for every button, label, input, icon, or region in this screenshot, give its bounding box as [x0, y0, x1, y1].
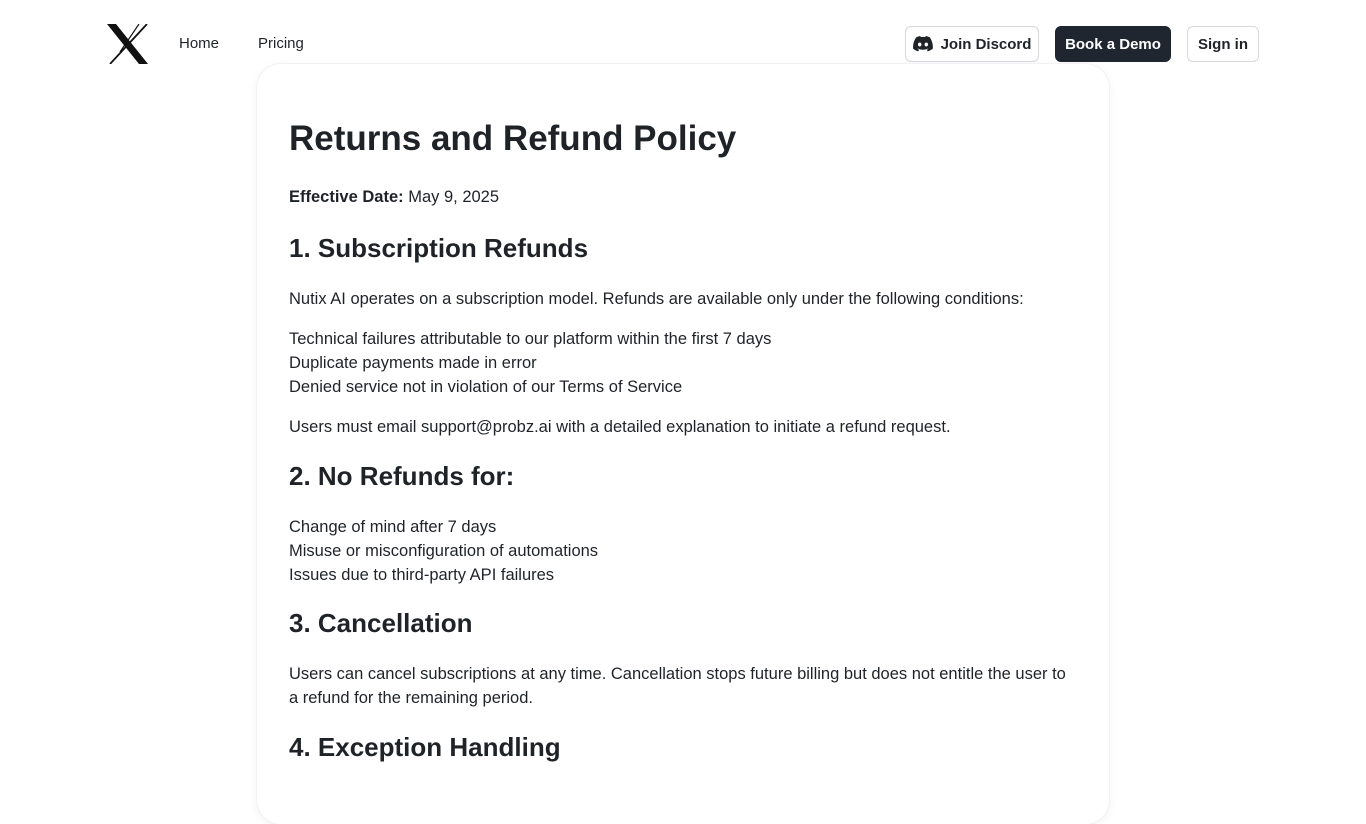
- join-discord-button[interactable]: [905, 26, 1039, 62]
- list-item: Misuse or misconfiguration of automations: [289, 542, 599, 560]
- list-item: Duplicate payments made in error: [289, 354, 537, 372]
- policy-card: [257, 64, 1109, 824]
- refund-request-instructions: Users must email support@probz.ai with a detailed explanation to initiate a refund request.: [289, 418, 951, 436]
- cancellation-text: Users can cancel subscriptions at any time. Cancellation stops future billing but does not entitle the user to a refund for the remaining period.: [289, 665, 1066, 707]
- effective-date-value: May 9, 2025: [408, 188, 500, 206]
- section-heading-exception-handling: 4. Exception Handling: [289, 732, 561, 762]
- list-item: Issues due to third-party API failures: [289, 566, 555, 584]
- nav-home-link[interactable]: Home: [179, 35, 220, 52]
- book-demo-button[interactable]: Book a Demo: [1055, 26, 1171, 62]
- list-item: Technical failures attributable to our platform within the first 7 days: [289, 330, 772, 348]
- x-logo-icon[interactable]: [107, 24, 148, 64]
- page-title: Returns and Refund Policy: [289, 119, 737, 158]
- refund-conditions-list: [289, 327, 771, 399]
- section-heading-cancellation: 3. Cancellation: [289, 608, 473, 638]
- sign-in-button[interactable]: Sign in: [1187, 26, 1259, 62]
- section-heading-no-refunds: 2. No Refunds for:: [289, 461, 515, 491]
- discord-icon: [913, 36, 933, 52]
- effective-date: [289, 188, 499, 207]
- list-item: Denied service not in violation of our Terms of Service: [289, 378, 683, 396]
- join-discord-label: Join Discord: [940, 35, 1032, 53]
- section-intro: Nutix AI operates on a subscription model. Refunds are available only under the following conditions:: [289, 290, 1024, 308]
- effective-date-label: Effective Date:: [289, 188, 404, 206]
- section-heading-subscription-refunds: 1. Subscription Refunds: [289, 233, 589, 263]
- list-item: Change of mind after 7 days: [289, 518, 497, 536]
- no-refunds-list: [289, 515, 598, 587]
- nav-pricing-link[interactable]: Pricing: [258, 35, 304, 52]
